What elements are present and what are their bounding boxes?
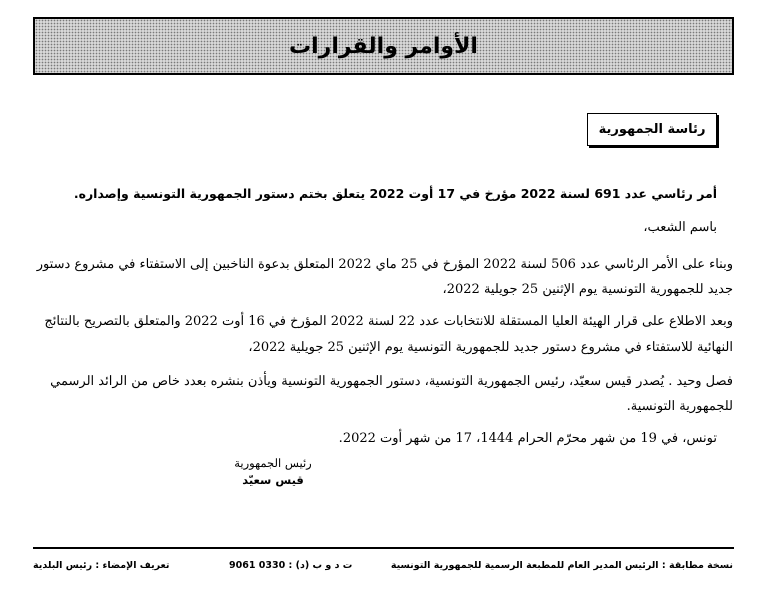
considering-2-line-2: النهائية للاستفتاء في مشروع دستور جديد للجمهورية التونسية يوم الإثنين 25 جويلية 2022،: [248, 340, 733, 355]
decree-intro: باسم الشعب،: [643, 220, 717, 235]
footer-reference: ت د و ب (د) : 0330 9061: [229, 560, 353, 571]
considering-1-line-2: جديد للجمهورية التونسية يوم الإثنين 25 جويلية 2022،: [442, 282, 733, 297]
footer-certified-copy: نسخة مطابقة : الرئيس المدير العام للمطبعة الرسمية للجمهورية التونسية: [390, 560, 733, 571]
considering-1-line-1: وبناء على الأمر الرئاسي عدد 506 لسنة 2022 المؤرخ في 25 ماي 2022 المتعلق بدعوة الناخبين إلى الاستفتاء في مشروع دستور: [36, 257, 733, 272]
signatory-name: قيس سعيّد: [242, 473, 304, 487]
section-heading: رئاسة الجمهورية: [587, 113, 717, 146]
footer-signature-cert: تعريف الإمضاء : رئيس البلدية: [33, 560, 170, 571]
signatory-title: رئيس الجمهورية: [234, 456, 312, 470]
date-line: تونس، في 19 من شهر محرّم الحرام 1444، 17 من شهر أوت 2022.: [338, 431, 717, 446]
considering-2-line-1: وبعد الاطلاع على قرار الهيئة العليا المستقلة للانتخابات عدد 22 لسنة 2022 المؤرخ في 16 أوت 2022 والمتعلق بالتصريح بالنتائج: [44, 314, 733, 329]
page-title: الأوامر والقرارات: [289, 33, 478, 59]
article-line-1: فصل وحيد . يُصدر قيس سعيّد، رئيس الجمهورية التونسية، دستور الجمهورية التونسية ويأذن بنشره بعدد خاص من الرائد الرسمي: [50, 374, 733, 389]
decree-heading: أمر رئاسي عدد 691 لسنة 2022 مؤرخ في 17 أوت 2022 يتعلق بختم دستور الجمهورية التونسية وإصداره.: [73, 186, 717, 201]
article-line-2: للجمهورية التونسية.: [626, 399, 733, 414]
footer-rule: [33, 547, 734, 549]
title-banner: [33, 17, 734, 75]
